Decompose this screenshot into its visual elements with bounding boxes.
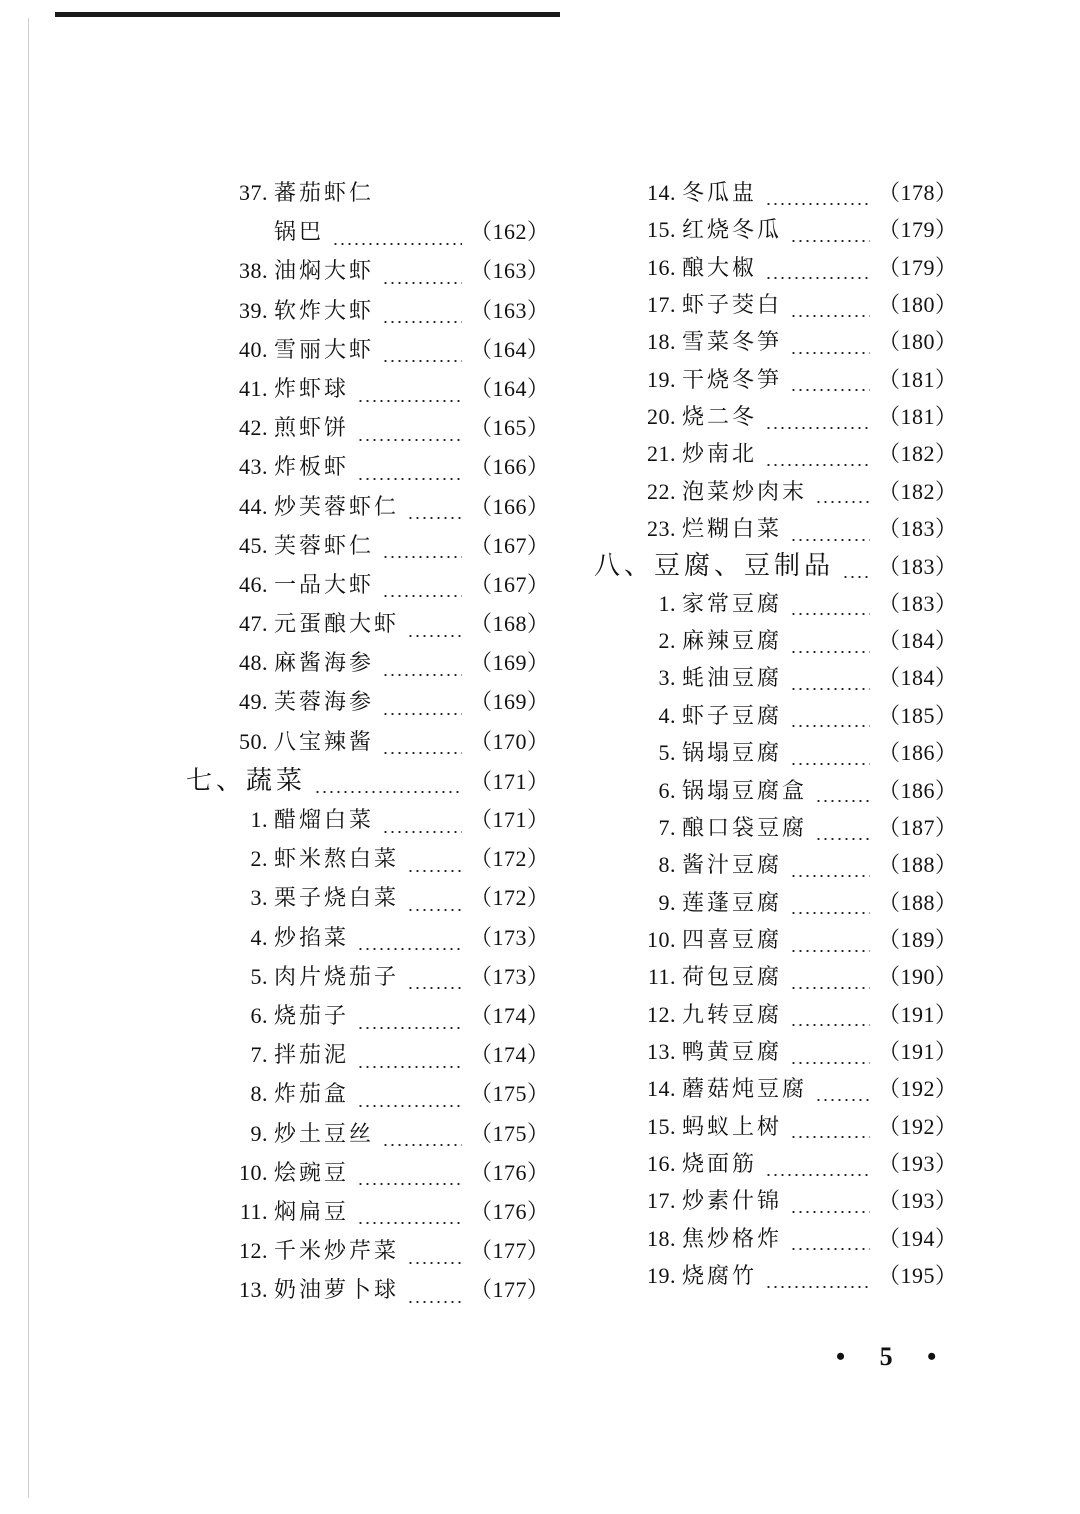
dot-leader [382,595,462,597]
toc-entry-title: 拌茄泥 [274,1043,350,1069]
dot-leader [382,1144,462,1146]
toc-entry-page: （175） [470,1081,550,1107]
toc-entry-page: （188） [878,852,958,878]
toc-entry-title: 芙蓉虾仁 [274,533,375,559]
dot-leader [357,1222,462,1224]
dot-leader [407,870,462,872]
toc-entry-page: （186） [878,777,958,803]
toc-entry-title: 泡菜炒肉末 [682,479,808,505]
dot-leader [815,501,870,503]
toc-entry [594,292,958,330]
toc-entry-page: （163） [470,297,550,323]
toc-entry-number: 2. [250,846,268,872]
toc-entry-title: 芙蓉海参 [274,690,375,716]
toc-entry-number: 45. [239,532,268,558]
toc-entry-page: （184） [878,665,958,691]
toc-entry-number: 9. [250,1120,268,1146]
toc-entry-number: 18. [647,329,676,355]
dot-leader [790,315,870,317]
toc-entry-page: （181） [878,404,958,430]
dot-leader [790,651,870,653]
toc-entry-page: （164） [470,375,550,401]
toc-entry [594,777,958,816]
toc-entry-number: 16. [647,1150,676,1176]
toc-entry-page: （186） [878,740,958,766]
toc-entry [594,889,958,928]
toc-entry-page: （172） [470,885,550,911]
dot-leader [357,400,462,402]
toc-entry-number: 39. [239,297,268,323]
dot-leader [357,439,462,441]
toc-section-heading [594,551,958,591]
toc-entry-title: 八、豆腐、豆制品 [594,551,835,582]
toc-entry-page: （177） [470,1238,550,1264]
toc-entry-page: （176） [470,1159,550,1185]
toc-entry-title: 蚂蚁上树 [682,1114,783,1140]
toc-entry-page: （181） [878,366,958,392]
dot-leader [382,556,462,558]
toc-entry [186,1238,550,1278]
toc-entry-page: （183） [878,516,958,542]
dot-leader [382,713,462,715]
toc-entry-page: （163） [470,258,550,284]
toc-entry-title: 肉片烧茄子 [274,964,400,990]
toc-entry-number: 41. [239,375,268,401]
toc-entry-page: （191） [878,1038,958,1064]
toc-entry [594,516,958,554]
toc-entry-page: （171） [470,768,550,794]
page-number: • 5 • [836,1342,951,1371]
toc-entry-title: 元蛋酿大虾 [274,612,400,638]
toc-entry-number: 10. [647,926,676,952]
dot-leader [382,360,462,362]
dot-leader [790,1248,870,1250]
toc-entry [594,180,958,218]
dot-leader [790,688,870,690]
toc-entry [594,1188,958,1226]
toc-entry-title: 炸茄盒 [274,1082,350,1108]
toc-entry [186,924,550,965]
dot-leader [407,1262,462,1264]
dot-leader [790,389,870,391]
toc-entry [594,590,958,629]
toc-entry-number: 48. [239,650,268,676]
toc-entry-title: 栗子烧白菜 [274,886,400,912]
toc-entry [594,628,958,666]
toc-entry-number: 6. [658,777,676,803]
toc-entry-title: 焖扁豆 [274,1199,350,1225]
toc-entry [186,219,550,259]
toc-entry [186,1198,550,1239]
toc-entry-title: 荷包豆腐 [682,965,783,991]
toc-entry-title: 雪菜冬笋 [682,330,783,356]
toc-entry-number: 19. [647,366,676,392]
toc-entry-number: 43. [239,454,268,480]
toc-entry [594,964,958,1002]
toc-entry-number: 47. [239,611,268,637]
toc-entry-page: （170） [470,728,550,754]
toc-entry-page: （174） [470,1042,550,1068]
toc-entry-number: 9. [658,889,676,915]
toc-entry [186,297,550,338]
toc-entry-title: 七、蔬菜 [186,765,307,796]
toc-entry [594,366,958,405]
toc-entry-title: 家常豆腐 [682,591,783,617]
dot-leader [790,1136,870,1138]
toc-entry [186,807,550,847]
toc-entry-page: （167） [470,571,550,597]
toc-entry [594,217,958,255]
toc-entry-page: （192） [878,1076,958,1102]
dot-leader [314,791,462,793]
toc-entry [186,611,550,651]
toc-entry-page: （182） [878,441,958,467]
toc-entry [594,1262,958,1301]
toc-entry [186,1081,550,1121]
toc-entry-title: 烂糊白菜 [682,517,783,543]
top-rule [55,12,560,17]
toc-entry [186,493,550,534]
dot-leader [765,203,870,205]
toc-entry-title: 烧面筋 [682,1151,758,1177]
dot-leader [790,1024,870,1026]
toc-entry [186,650,550,690]
toc-entry-page: （162） [470,219,550,245]
toc-entry-number: 17. [647,1188,676,1214]
toc-entry-title: 烧二冬 [682,405,758,431]
toc-entry [594,1001,958,1040]
dot-leader [790,613,870,615]
toc-entry [186,1042,550,1082]
dot-leader [407,635,462,637]
toc-entry-number: 1. [658,590,676,616]
toc-entry-title: 烧腐竹 [682,1263,758,1289]
dot-leader [790,1211,870,1213]
toc-entry [186,336,550,377]
toc-entry-number: 8. [250,1081,268,1107]
toc-entry-number: 13. [239,1277,268,1303]
toc-entry-number: 42. [239,415,268,441]
toc-entry-number: 6. [250,1002,268,1028]
toc-column-left [186,180,550,1317]
toc-entry [186,689,550,729]
dot-leader [765,464,870,466]
toc-entry [186,454,550,494]
toc-entry-title: 蕃茄虾仁 [274,181,375,206]
toc-entry-number: 17. [647,292,676,318]
toc-entry [594,665,958,703]
toc-entry [186,963,550,1004]
dot-leader [765,427,870,429]
dot-leader [407,1301,462,1303]
toc-entry [594,926,958,965]
toc-entry-number: 12. [239,1238,268,1264]
toc-entry [594,329,958,367]
toc-entry-page: （174） [470,1002,550,1028]
toc-entry-number: 22. [647,478,676,504]
toc-entry-title: 炸虾球 [274,376,350,402]
toc-entry-title: 蚝油豆腐 [682,666,783,692]
dot-leader [382,752,462,754]
toc-entry-page: （176） [470,1198,550,1224]
toc-section-heading [186,765,550,808]
toc-entry-title: 焦炒格炸 [682,1226,783,1252]
toc-entry-number: 15. [647,1113,676,1139]
dot-leader [765,1286,870,1288]
toc-entry-page: （184） [878,628,958,654]
toc-entry-title: 锅塌豆腐 [682,741,783,767]
toc-entry-page: （193） [878,1150,958,1176]
toc-entry-page: （180） [878,329,958,355]
toc-entry-title: 雪丽大虾 [274,337,375,363]
dot-leader [790,725,870,727]
toc-entry [594,1038,958,1077]
toc-entry-number: 14. [647,1076,676,1102]
dot-leader [842,576,870,578]
toc-entry-page: （183） [878,590,958,616]
page-edge-line [28,18,29,1498]
toc-entry-page: （189） [878,926,958,952]
toc-entry-page: （168） [470,611,550,637]
toc-entry-title: 九转豆腐 [682,1002,783,1028]
toc-entry-number: 20. [647,404,676,430]
toc-entry-title: 一品大虾 [274,572,375,598]
toc-entry [186,1277,550,1317]
toc-entry-title: 炒素什锦 [682,1189,783,1215]
dot-leader [790,1062,870,1064]
toc-entry-page: （169） [470,689,550,715]
toc-entry-title: 八宝辣酱 [274,729,375,755]
toc-entry-page: （175） [470,1120,550,1146]
toc-entry-title: 醋熘白菜 [274,808,375,833]
toc-column-right [594,180,958,1301]
dot-leader [357,1066,462,1068]
dot-leader [357,1027,462,1029]
toc-entry-number: 13. [647,1038,676,1064]
toc-entry-page: （193） [878,1188,958,1214]
toc-entry [594,1150,958,1189]
dot-leader [790,240,870,242]
toc-entry-number: 8. [658,852,676,878]
toc-entry-title: 炒土豆丝 [274,1121,375,1147]
toc-entry-number: 19. [647,1262,676,1288]
toc-entry-page: （179） [878,254,958,280]
dot-leader [790,987,870,989]
toc-entry-title: 蘑菇炖豆腐 [682,1077,808,1103]
toc-entry-page: （177） [470,1277,550,1303]
toc-entry-title: 软炸大虾 [274,298,375,324]
toc-entry-number: 12. [647,1001,676,1027]
toc-entry [186,1159,550,1200]
toc-entry-page: （167） [470,532,550,558]
toc-entry [186,375,550,416]
dot-leader [815,838,870,840]
toc-entry-number: 7. [250,1042,268,1068]
toc-entry-number: 49. [239,689,268,715]
toc-entry-page: （165） [470,415,550,441]
toc-entry-title: 锅巴 [274,220,325,246]
toc-entry-page: （166） [470,454,550,480]
toc-entry-number: 11. [239,1198,268,1224]
toc-entry-page: （190） [878,964,958,990]
dot-leader [357,478,462,480]
toc-entry-number: 40. [239,336,268,362]
dot-leader [357,948,462,950]
toc-entry-title: 酱汁豆腐 [682,853,783,879]
dot-leader [407,909,462,911]
toc-entry-number: 5. [250,963,268,989]
toc-entry-title: 麻辣豆腐 [682,629,783,655]
toc-entry [594,814,958,853]
toc-entry-title: 奶油萝卜球 [274,1278,400,1304]
toc-entry-number: 15. [647,217,676,243]
toc-entry [186,571,550,612]
toc-entry-page: （179） [878,217,958,243]
toc-entry [186,1120,550,1161]
toc-entry [186,181,546,220]
toc-entry-title: 锅塌豆腐盒 [682,778,808,804]
toc-entry-page: （173） [470,924,550,950]
toc-entry-number: 4. [250,924,268,950]
toc-entry-page: （188） [878,889,958,915]
toc-entry-number: 23. [647,516,676,542]
toc-entry [186,415,550,455]
dot-leader [765,277,870,279]
toc-entry-page: （185） [878,702,958,728]
toc-entry-title: 虾米熬白菜 [274,847,400,873]
toc-entry [186,885,550,925]
toc-entry-number: 2. [658,628,676,654]
dot-leader [382,321,462,323]
toc-entry-number: 46. [239,571,268,597]
toc-entry-title: 煎虾饼 [274,416,350,442]
toc-entry-page: （169） [470,650,550,676]
dot-leader [382,282,462,284]
toc-entry-number: 18. [647,1225,676,1251]
toc-entry [594,702,958,741]
toc-entry-title: 麻酱海参 [274,651,375,677]
toc-entry-number: 5. [658,740,676,766]
dot-leader [790,539,870,541]
toc-entry [594,478,958,517]
toc-entry [594,254,958,293]
toc-entry [594,404,958,442]
toc-entry-page: （178） [878,180,958,205]
dot-leader [765,1174,870,1176]
toc-entry-number: 50. [239,728,268,754]
toc-entry-title: 四喜豆腐 [682,927,783,953]
dot-leader [382,831,462,833]
toc-entry-number: 7. [658,814,676,840]
toc-entry-title: 炸板虾 [274,455,350,481]
toc-entry-page: （192） [878,1113,958,1139]
toc-entry-page: （187） [878,814,958,840]
toc-entry-title: 鸭黄豆腐 [682,1039,783,1065]
toc-entry-page: （180） [878,292,958,318]
toc-entry-number: 21. [647,441,676,467]
toc-entry [186,532,550,573]
toc-entry-page: （172） [470,846,550,872]
toc-entry-title: 虾子茭白 [682,293,783,319]
toc-entry-number: 1. [250,807,268,832]
toc-entry-number: 16. [647,254,676,280]
dot-leader [407,517,462,519]
toc-entry-number: 3. [658,665,676,691]
toc-entry-title: 烩豌豆 [274,1160,350,1186]
toc-entry [594,852,958,890]
dot-leader [332,243,462,245]
dot-leader [357,1183,462,1185]
toc-entry-page: （173） [470,963,550,989]
toc-entry-title: 虾子豆腐 [682,703,783,729]
toc-entry [594,740,958,778]
dot-leader [790,875,870,877]
toc-entry [186,258,550,298]
toc-entry-page: （182） [878,478,958,504]
toc-entry [594,1113,958,1152]
toc-entry-title: 红烧冬瓜 [682,218,783,244]
toc-entry-number: 38. [239,258,268,284]
toc-entry-number: 3. [250,885,268,911]
toc-entry-title: 酿大椒 [682,255,758,281]
toc-entry [594,1225,958,1264]
toc-entry [186,846,550,886]
toc-entry [594,1076,958,1114]
dot-leader [815,1099,870,1101]
toc-entry-title: 炒南北 [682,442,758,468]
toc-entry [186,1002,550,1043]
dot-leader [357,1105,462,1107]
toc-entry [594,441,958,479]
dot-leader [790,912,870,914]
dot-leader [790,950,870,952]
toc-entry-page: （183） [878,554,958,580]
toc-entry-number: 10. [239,1159,268,1185]
toc-entry-page: （195） [878,1262,958,1288]
toc-entry-number: 44. [239,493,268,519]
dot-leader [407,987,462,989]
toc-entry-title: 干烧冬笋 [682,367,783,393]
toc-entry-page: （171） [470,807,550,832]
toc-entry [186,728,550,769]
toc-entry-number: 4. [658,702,676,728]
toc-entry-title: 炒掐菜 [274,925,350,951]
toc-entry-page: （191） [878,1001,958,1027]
toc-entry-title: 炒芙蓉虾仁 [274,494,400,520]
toc-entry-page: （166） [470,493,550,519]
toc-entry-title: 千米炒芹菜 [274,1239,400,1265]
toc-entry-title: 烧茄子 [274,1003,350,1029]
toc-entry-title: 莲蓬豆腐 [682,890,783,916]
toc-entry-title: 油焖大虾 [274,259,375,285]
toc-entry-title: 酿口袋豆腐 [682,815,808,841]
toc-entry-page: （164） [470,336,550,362]
toc-entry-number: 11. [647,964,676,990]
toc-entry-page: （194） [878,1225,958,1251]
toc-entry-number: 37. [239,180,268,205]
toc-entry-number: 14. [647,180,676,205]
dot-leader [382,674,462,676]
dot-leader [790,352,870,354]
dot-leader [815,800,870,802]
toc-entry-title: 冬瓜盅 [682,181,758,206]
dot-leader [790,763,870,765]
